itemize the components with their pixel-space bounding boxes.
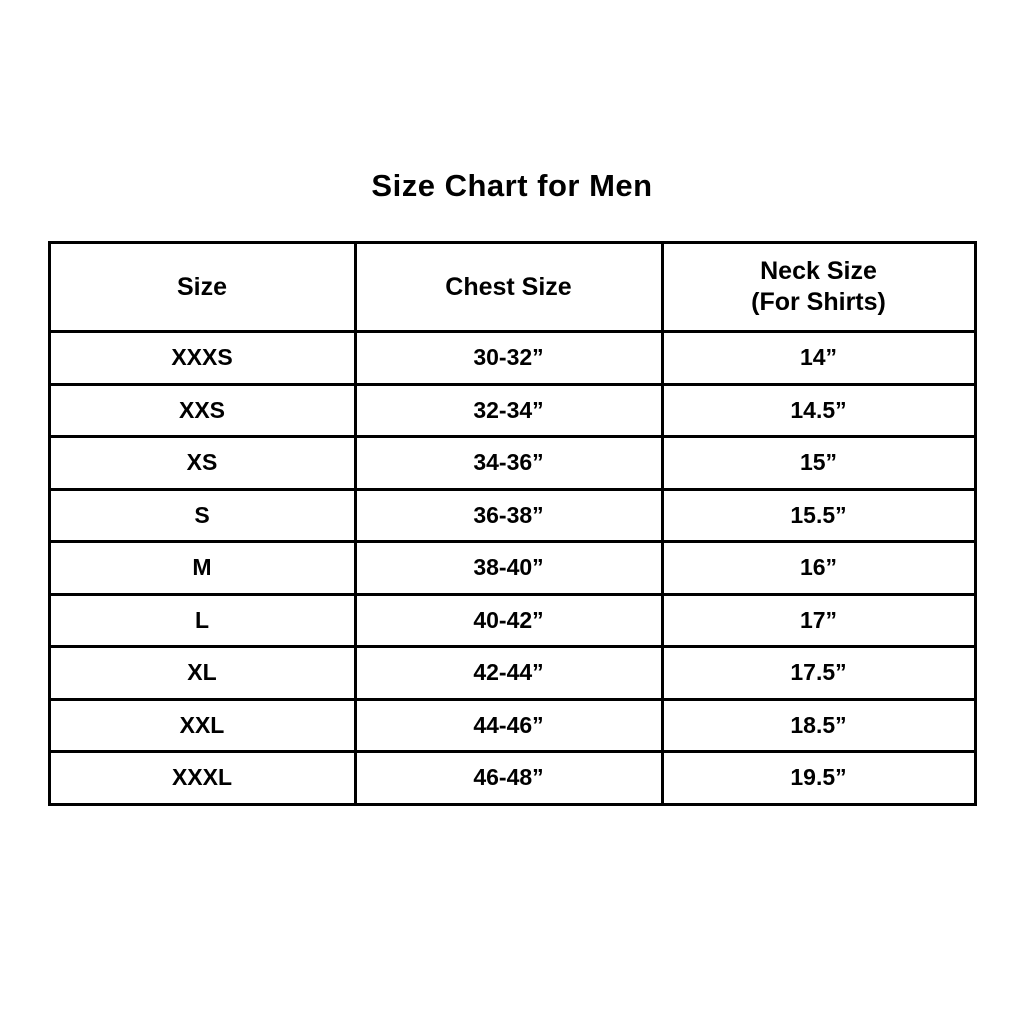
size-cell: XXL (49, 699, 355, 752)
neck-cell: 19.5” (662, 752, 975, 805)
neck-cell: 17.5” (662, 647, 975, 700)
header-chest-size-label: Chest Size (445, 272, 572, 301)
size-cell: XL (49, 647, 355, 700)
chest-cell: 32-34” (355, 384, 662, 437)
size-cell: XS (49, 437, 355, 490)
table-row (49, 594, 975, 647)
header-neck-size-label: Neck Size (760, 257, 877, 285)
chest-cell: 34-36” (355, 437, 662, 490)
chest-cell: 40-42” (355, 594, 662, 647)
size-cell: XXXL (49, 752, 355, 805)
neck-cell: 17” (662, 594, 975, 647)
table-row (49, 437, 975, 490)
chest-cell: 30-32” (355, 332, 662, 385)
header-size-label: Size (176, 272, 228, 301)
header-row (49, 243, 975, 332)
table-row (49, 489, 975, 542)
size-cell: L (49, 594, 355, 647)
neck-cell: 16” (662, 542, 975, 595)
table-row (49, 384, 975, 437)
page-title: Size Chart for Men (371, 168, 653, 203)
table-row (49, 332, 975, 385)
size-cell: XXS (49, 384, 355, 437)
table-body (49, 332, 975, 805)
header-neck-size-sublabel: (For Shirts) (751, 288, 886, 316)
size-cell: XXXS (49, 332, 355, 385)
table-row (49, 647, 975, 700)
header-chest-size (355, 243, 662, 332)
table-row (49, 752, 975, 805)
size-chart-table (48, 241, 977, 806)
size-cell: M (49, 542, 355, 595)
chest-cell: 36-38” (355, 489, 662, 542)
neck-cell: 15” (662, 437, 975, 490)
chest-cell: 46-48” (355, 752, 662, 805)
neck-cell: 14.5” (662, 384, 975, 437)
table-row (49, 699, 975, 752)
size-cell: S (49, 489, 355, 542)
table-header (49, 243, 975, 332)
header-size (49, 243, 355, 332)
neck-cell: 18.5” (662, 699, 975, 752)
table-row (49, 542, 975, 595)
chest-cell: 38-40” (355, 542, 662, 595)
chest-cell: 42-44” (355, 647, 662, 700)
neck-cell: 14” (662, 332, 975, 385)
header-neck-size (662, 243, 975, 332)
neck-cell: 15.5” (662, 489, 975, 542)
chest-cell: 44-46” (355, 699, 662, 752)
